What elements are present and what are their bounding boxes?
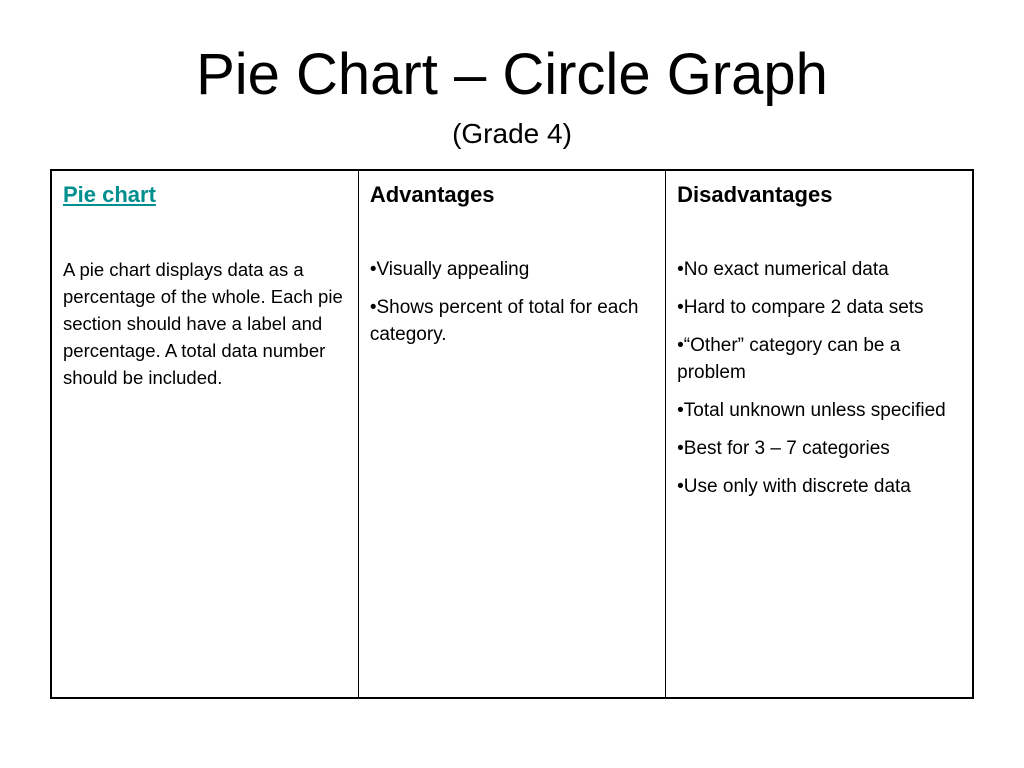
pie-chart-column [51,170,358,698]
slide-subtitle: (Grade 4) [452,118,572,149]
list-item: •Total unknown unless specified [677,400,946,421]
slide-title: Pie Chart – Circle Graph [196,42,828,107]
advantages-heading: Advantages [369,182,495,207]
list-item: •Best for 3 – 7 categories [677,438,890,459]
advantages-list [370,256,654,348]
disadvantages-list [677,256,961,500]
list-item: •Visually appealing [369,259,530,280]
disadvantages-column [666,170,973,698]
list-item: •Hard to compare 2 data sets [677,297,924,318]
pie-chart-link[interactable]: Pie chart [63,182,156,207]
advantages-column [358,170,665,698]
list-item: •“Other” category can be a problem [677,335,901,383]
table-row [51,170,973,698]
list-item: •Use only with discrete data [677,476,911,497]
list-item: •No exact numerical data [677,259,889,280]
pie-chart-description: A pie chart displays data as a percentage of the whole. Each pie section should have a label and percentage. A total data number should be included. [63,259,343,388]
list-item: •Shows percent of total for each category. [369,297,639,345]
disadvantages-heading: Disadvantages [677,182,833,207]
comparison-table [50,169,974,699]
